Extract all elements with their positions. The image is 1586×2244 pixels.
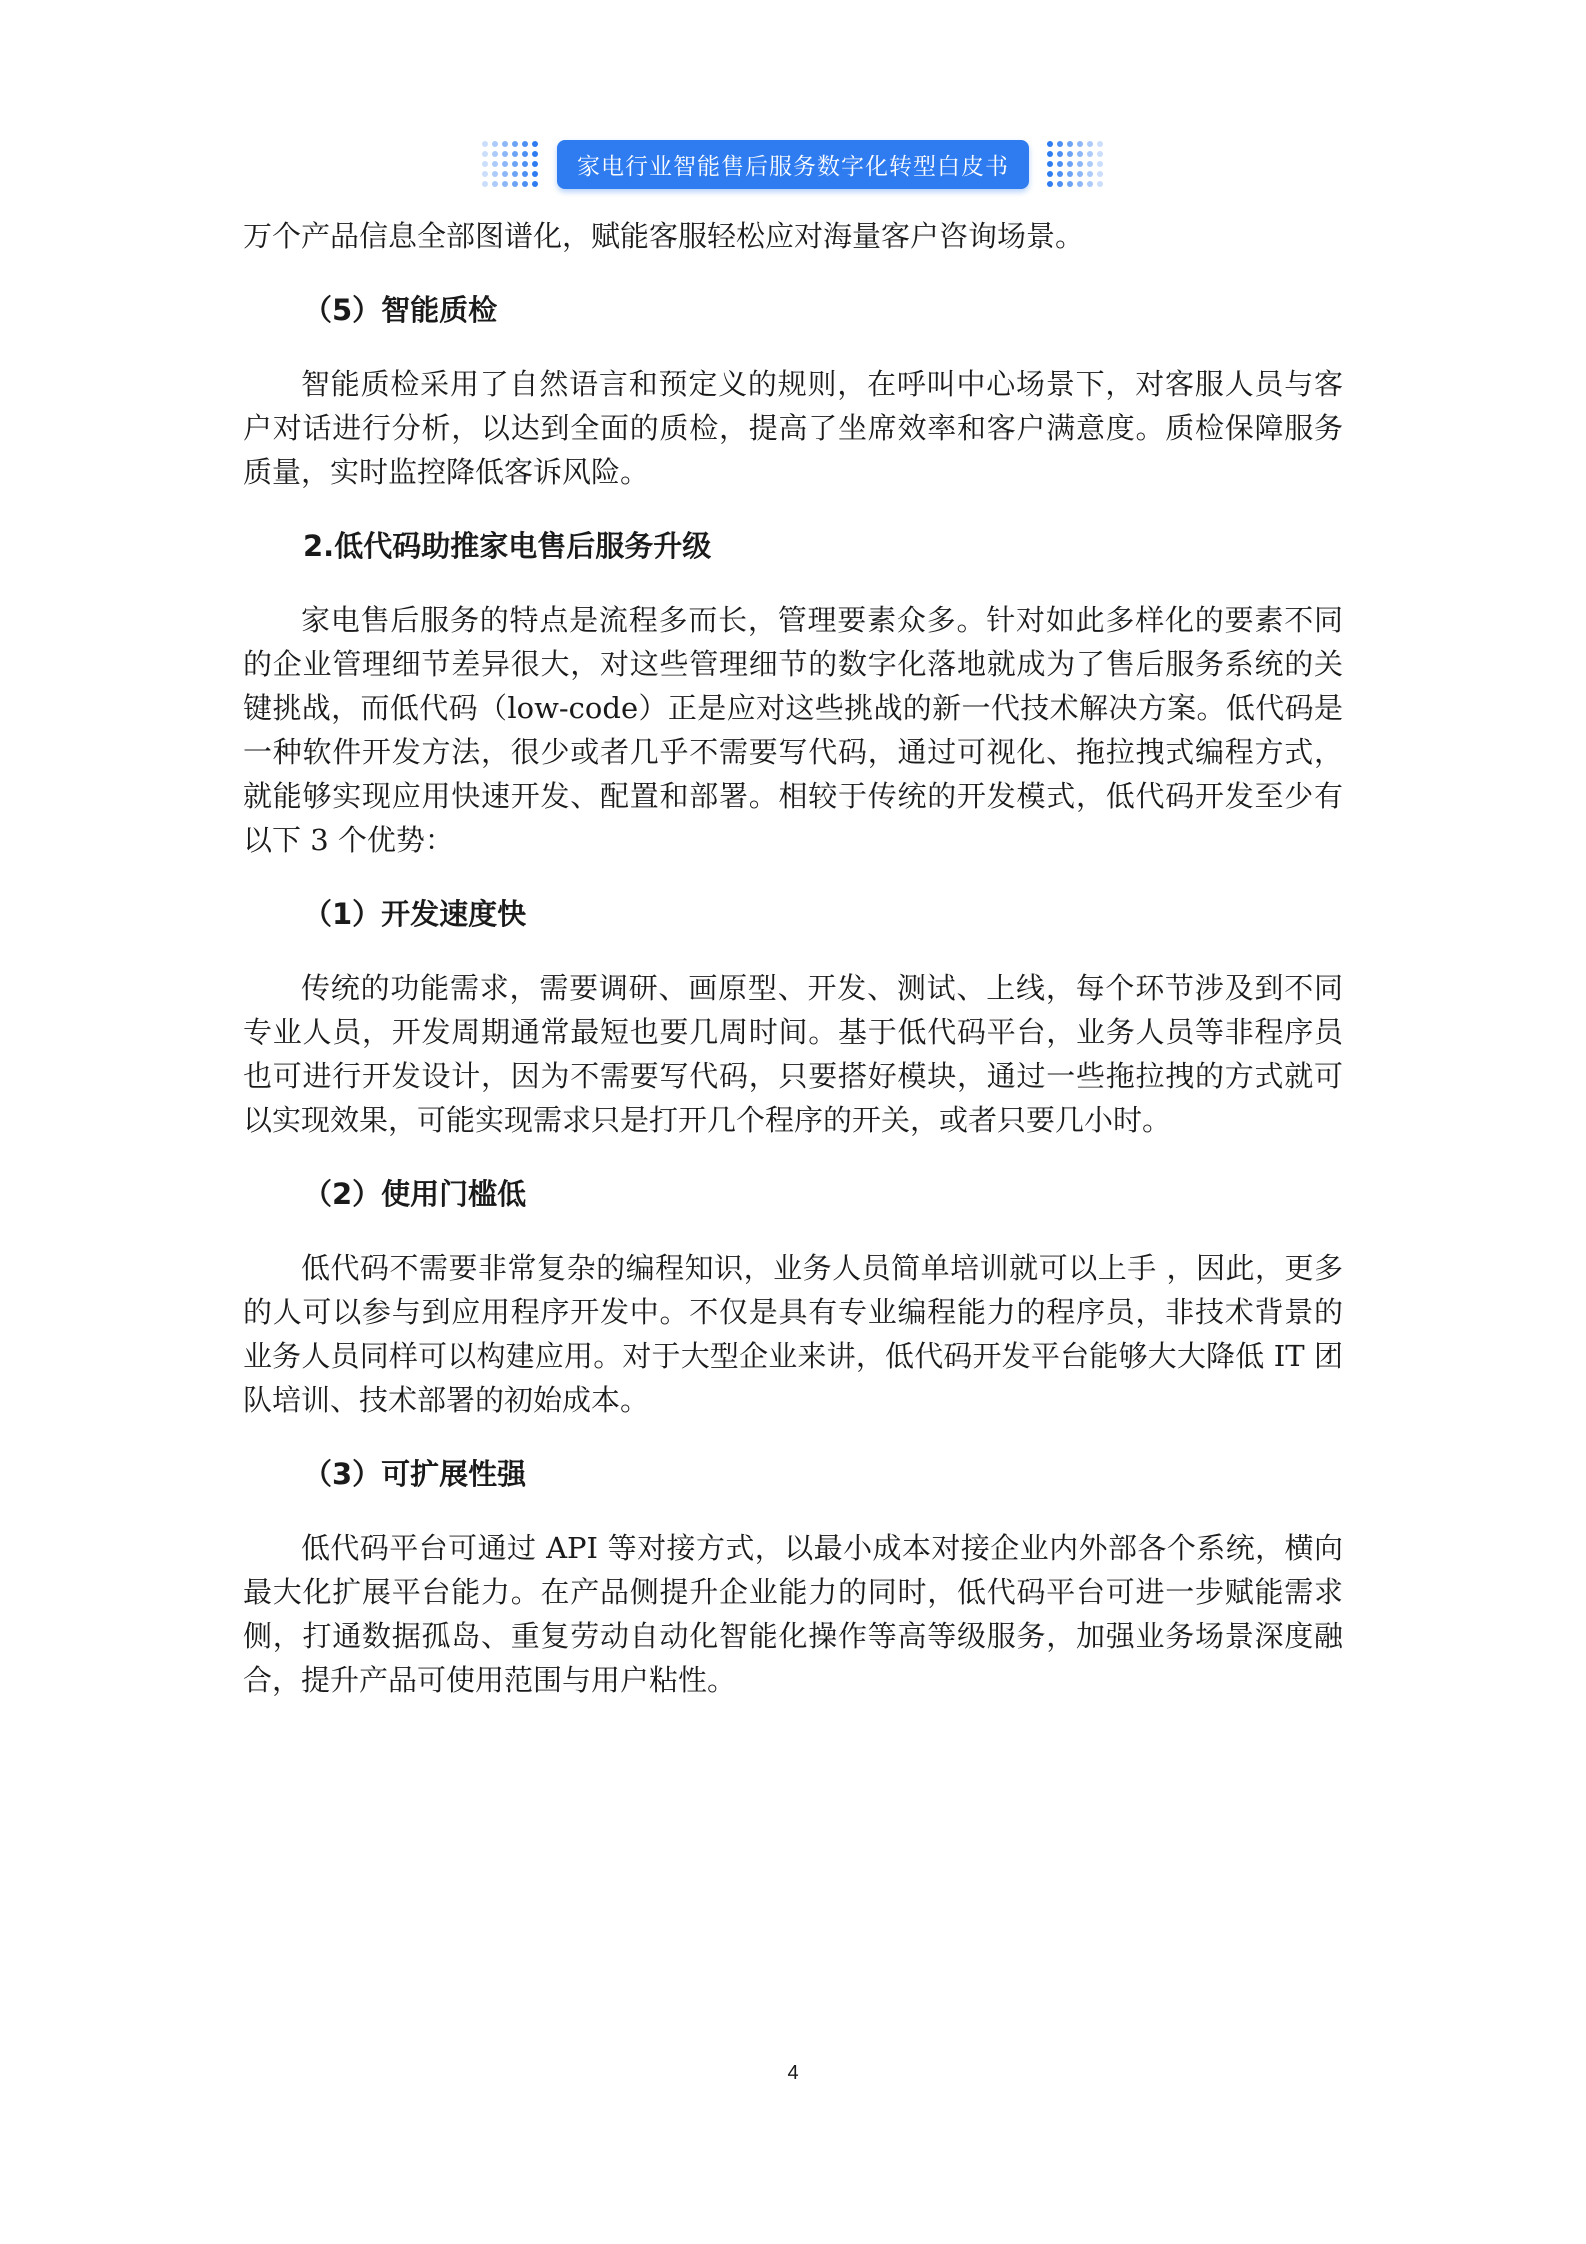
dot-icon [1047, 151, 1053, 157]
dot-icon [502, 181, 508, 187]
dot-icon [1077, 171, 1083, 177]
dot-icon [1067, 181, 1073, 187]
dot-icon [1097, 181, 1103, 187]
dot-icon [492, 171, 498, 177]
dot-icon [1047, 161, 1053, 167]
section-heading-dev-speed: （1）开发速度快 [303, 897, 527, 931]
dot-icon [512, 171, 518, 177]
dot-icon [1087, 161, 1093, 167]
dot-icon [1057, 171, 1063, 177]
dot-icon [1087, 141, 1093, 147]
dot-icon [502, 171, 508, 177]
dot-icon [1047, 141, 1053, 147]
paragraph-scalability: 低代码平台可通过 API 等对接方式，以最小成本对接企业内外部各个系统，横向最大化扩展平台能力。在产品侧提升企业能力的同时，低代码平台可进一步赋能需求侧，打通数据孤岛、重复劳动自动化智能化操作等高等级服务，加强业务场景深度融合，提升产品可使用范围与用户粘性。 [243, 1531, 1343, 1697]
dot-icon [532, 181, 538, 187]
dot-icon [482, 171, 488, 177]
dot-icon [532, 171, 538, 177]
dot-icon [1087, 171, 1093, 177]
dot-icon [1077, 161, 1083, 167]
dot-icon [532, 151, 538, 157]
dot-icon [1067, 151, 1073, 157]
dot-icon [482, 151, 488, 157]
section-heading-low-barrier: （2）使用门槛低 [303, 1177, 527, 1211]
dot-icon [492, 181, 498, 187]
dot-icon [522, 181, 528, 187]
decorative-dots-left-icon [482, 141, 539, 188]
dot-icon [522, 151, 528, 157]
dot-icon [522, 171, 528, 177]
dot-icon [1097, 151, 1103, 157]
page-number: 4 [787, 2062, 799, 2084]
paragraph-low-code-intro: 家电售后服务的特点是流程多而长，管理要素众多。针对如此多样化的要素不同的企业管理细节差异很大，对这些管理细节的数字化落地就成为了售后服务系统的关键挑战，而低代码（low-code）正是应对这些挑战的新一代技术解决方案。低代码是一种软件开发方法，很少或者几乎不需要写代码，通过可视化、拖拉拽式编程方式，就能够实现应用快速开发、配置和部署。相较于传统的开发模式，低代码开发至少有以下 3 个优势： [243, 603, 1343, 857]
dot-icon [522, 161, 528, 167]
paragraph-continuation: 万个产品信息全部图谱化，赋能客服轻松应对海量客户咨询场景。 [243, 219, 1085, 253]
dot-icon [1097, 171, 1103, 177]
paragraph-smart-qa: 智能质检采用了自然语言和预定义的规则，在呼叫中心场景下，对客服人员与客户对话进行分析，以达到全面的质检，提高了坐席效率和客户满意度。质检保障服务质量，实时监控降低客诉风险。 [243, 367, 1343, 489]
dot-icon [1097, 161, 1103, 167]
dot-icon [492, 161, 498, 167]
dot-icon [1087, 181, 1093, 187]
dot-icon [1057, 161, 1063, 167]
section-heading-low-code: 2.低代码助推家电售后服务升级 [303, 529, 712, 563]
dot-icon [1067, 161, 1073, 167]
document-title: 家电行业智能售后服务数字化转型白皮书 [557, 140, 1029, 189]
dot-icon [512, 181, 518, 187]
dot-icon [502, 151, 508, 157]
dot-icon [492, 141, 498, 147]
dot-icon [502, 161, 508, 167]
dot-icon [1067, 141, 1073, 147]
dot-icon [532, 141, 538, 147]
dot-icon [532, 161, 538, 167]
dot-icon [1097, 141, 1103, 147]
dot-icon [482, 181, 488, 187]
dot-icon [512, 141, 518, 147]
section-heading-scalability: （3）可扩展性强 [303, 1457, 527, 1491]
dot-icon [512, 151, 518, 157]
dot-icon [1077, 141, 1083, 147]
dot-icon [1057, 181, 1063, 187]
dot-icon [1057, 141, 1063, 147]
paragraph-dev-speed: 传统的功能需求，需要调研、画原型、开发、测试、上线，每个环节涉及到不同专业人员，开发周期通常最短也要几周时间。基于低代码平台，业务人员等非程序员也可进行开发设计，因为不需要写代码，只要搭好模块，通过一些拖拉拽的方式就可以实现效果，可能实现需求只是打开几个程序的开关，或者只要几小时。 [243, 971, 1343, 1137]
dot-icon [482, 161, 488, 167]
decorative-dots-right-icon [1047, 141, 1104, 188]
dot-icon [1077, 151, 1083, 157]
dot-icon [492, 151, 498, 157]
dot-icon [1067, 171, 1073, 177]
document-body [243, 214, 1343, 1702]
dot-icon [1087, 151, 1093, 157]
page-header [0, 138, 1586, 190]
dot-icon [512, 161, 518, 167]
paragraph-low-barrier: 低代码不需要非常复杂的编程知识，业务人员简单培训就可以上手 ，因此，更多的人可以参与到应用程序开发中。不仅是具有专业编程能力的程序员，非技术背景的业务人员同样可以构建应用。对于大型企业来讲，低代码开发平台能够大大降低 IT 团队培训、技术部署的初始成本。 [243, 1251, 1343, 1417]
dot-icon [522, 141, 528, 147]
section-heading-smart-qa: （5）智能质检 [303, 293, 498, 327]
dot-icon [1077, 181, 1083, 187]
dot-icon [1047, 181, 1053, 187]
dot-icon [482, 141, 488, 147]
dot-icon [502, 141, 508, 147]
dot-icon [1057, 151, 1063, 157]
dot-icon [1047, 171, 1053, 177]
